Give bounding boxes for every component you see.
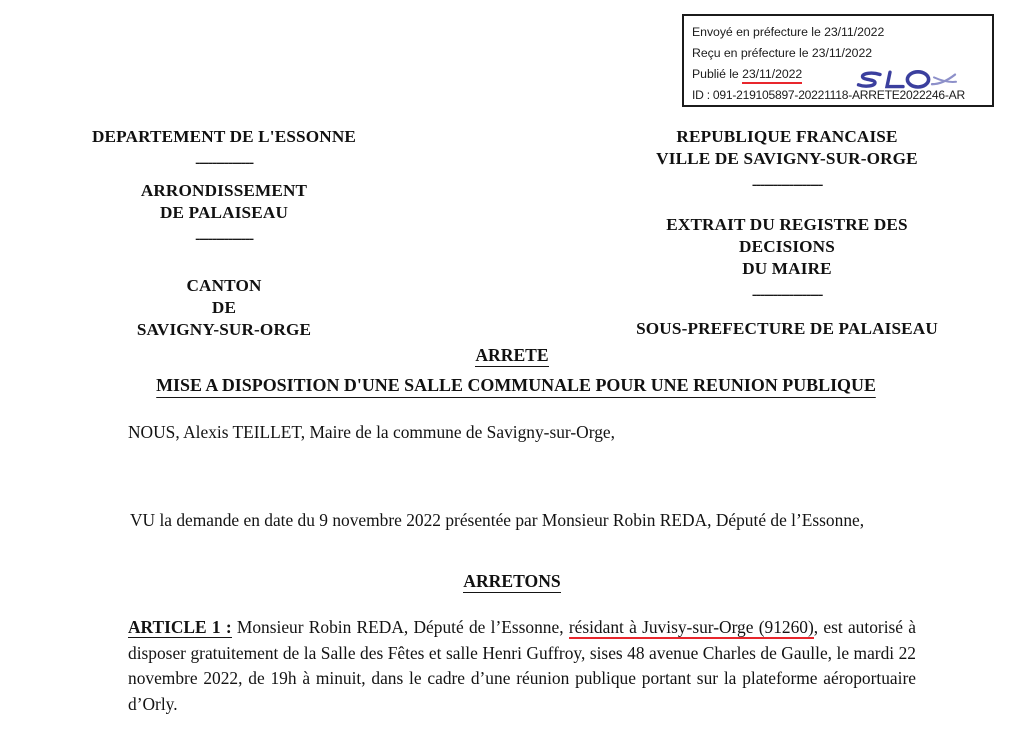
stamp-published-date: 23/11/2022 bbox=[742, 67, 802, 84]
republic-title: REPUBLIQUE FRANCAISE bbox=[676, 127, 898, 146]
city-title: VILLE DE SAVIGNY-SUR-ORGE bbox=[656, 149, 918, 168]
arrondissement-line-2: DE PALAISEAU bbox=[159, 203, 289, 222]
left-separator-2: -------------- bbox=[195, 230, 253, 247]
left-separator-1: -------------- bbox=[195, 154, 253, 171]
right-separator-1: ----------------- bbox=[751, 176, 823, 193]
stamp-id-line: ID : 091-219105897-20221118-ARRETE2022246-AR bbox=[692, 88, 965, 102]
canton-line-3: SAVIGNY-SUR-ORGE bbox=[136, 320, 312, 339]
teletransmission-stamp-box bbox=[682, 14, 994, 107]
vu-paragraph: VU la demande en date du 9 novembre 2022 présentée par Monsieur Robin REDA, Député de l’Essonne, bbox=[130, 510, 865, 530]
arrete-heading-text: ARRETE bbox=[475, 345, 549, 365]
article-1-paragraph bbox=[128, 615, 916, 717]
arrete-heading bbox=[0, 345, 1024, 366]
arrondissement-line-1: ARRONDISSEMENT bbox=[140, 181, 308, 200]
stamp-published-line bbox=[692, 64, 992, 85]
stamp-published-prefix: Publié le bbox=[692, 67, 743, 81]
registre-line-2: DECISIONS bbox=[739, 237, 835, 256]
canton-line-1: CANTON bbox=[186, 276, 262, 295]
registre-line-3: DU MAIRE bbox=[742, 259, 832, 278]
article-1-highlighted-residence: résidant à Juvisy-sur-Orge (91260) bbox=[568, 617, 814, 637]
article-1-text-after: , est autorisé à disposer gratuitement de la Salle des Fêtes et salle Henri Guffroy, sises 48 avenue Charles de Gaulle, le mardi 22 novembre 2022, de 19h à minuit, dans le cadre d’une réunion publique portant sur la plateforme aéroportuaire d’Orly. bbox=[128, 617, 916, 714]
left-spacer bbox=[0, 256, 448, 275]
article-1-text-before: Monsieur Robin REDA, Député de l’Essonne, bbox=[231, 617, 569, 637]
nous-paragraph: NOUS, Alexis TEILLET, Maire de la commune de Savigny-sur-Orge, bbox=[128, 422, 615, 442]
stamp-received-line: Reçu en préfecture le 23/11/2022 bbox=[692, 46, 873, 60]
arretons-heading bbox=[0, 571, 1024, 592]
stamp-sent-line: Envoyé en préfecture le 23/11/2022 bbox=[692, 25, 885, 39]
article-1-label: ARTICLE 1 : bbox=[128, 617, 232, 637]
department-title: DEPARTEMENT DE L'ESSONNE bbox=[91, 127, 357, 146]
registre-line-1: EXTRAIT DU REGISTRE DES bbox=[666, 215, 908, 234]
letterhead-right-column bbox=[512, 126, 1024, 340]
right-separator-2: ----------------- bbox=[751, 286, 823, 303]
sous-prefecture-title: SOUS-PREFECTURE DE PALAISEAU bbox=[636, 319, 938, 338]
arretons-heading-text: ARRETONS bbox=[463, 571, 561, 591]
right-spacer-1 bbox=[550, 202, 1024, 214]
letterhead-left-column bbox=[0, 126, 512, 341]
canton-line-2: DE bbox=[211, 298, 237, 317]
subject-heading-text: MISE A DISPOSITION D'UNE SALLE COMMUNALE POUR UNE REUNION PUBLIQUE bbox=[156, 375, 876, 398]
subject-heading bbox=[138, 375, 895, 396]
letterhead bbox=[0, 126, 1024, 341]
